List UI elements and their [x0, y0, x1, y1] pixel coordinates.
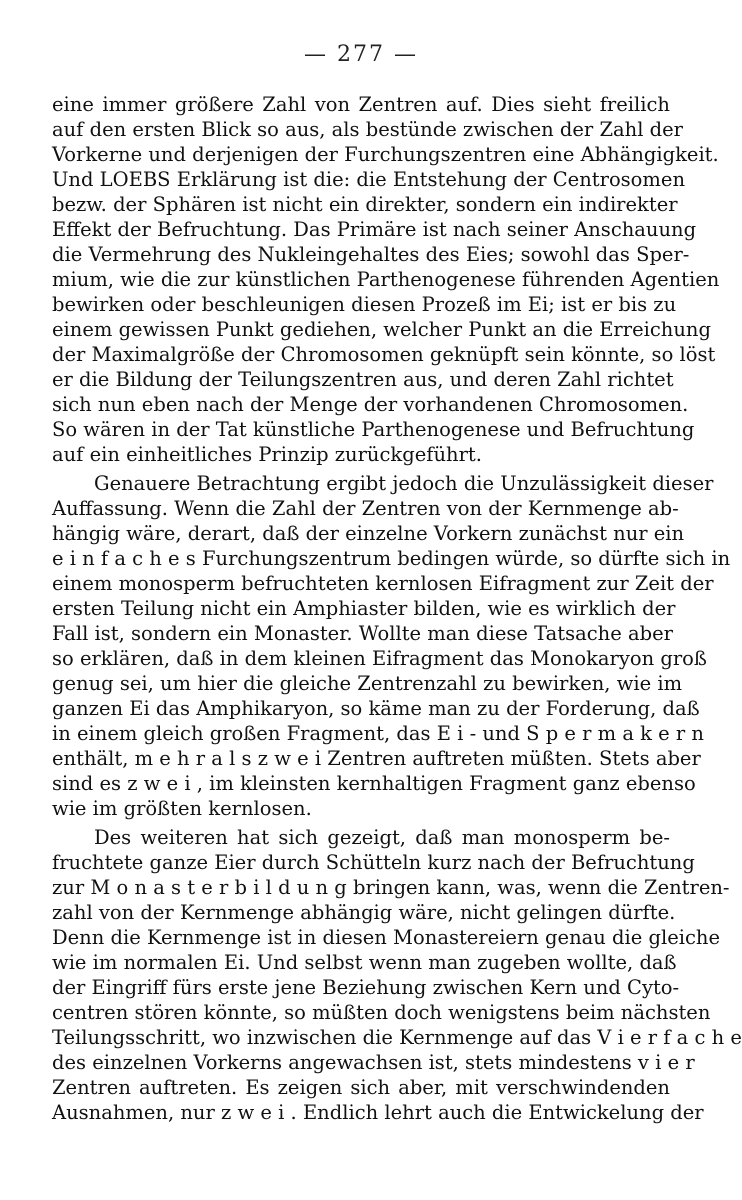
text-line: Vorkerne und derjenigen der Furchungszentren eine Abhängigkeit. — [52, 143, 719, 166]
text-line: Fall ist, sondern ein Monaster. Wollte man diese Tatsache aber — [52, 622, 673, 645]
text-line: zur M o n a s t e r b i l d u n g bringen kann, was, wenn die Zentren- — [52, 876, 730, 899]
text-line: Zentren auftreten. Es zeigen sich aber, mit verschwindenden — [52, 1076, 670, 1099]
text-line: bewirken oder beschleunigen diesen Prozeß im Ei; ist er bis zu — [52, 293, 677, 316]
text-line: der Eingriff fürs erste jene Beziehung zwischen Kern und Cyto- — [52, 976, 680, 999]
text-line: Teilungsschritt, wo inzwischen die Kernmenge auf das V i e r f a c h e — [52, 1026, 742, 1049]
text-line: so erklären, daß in dem kleinen Eifragment das Monokaryon groß — [52, 647, 707, 670]
text-line: Effekt der Befruchtung. Das Primäre ist nach seiner Anschauung — [52, 218, 697, 241]
paragraph — [52, 825, 742, 1125]
text-line: wie im größten kernlosen. — [52, 797, 312, 820]
text-line: mium, wie die zur künstlichen Parthenogenese führenden Agentien — [52, 268, 720, 291]
text-line: enthält, m e h r a l s z w e i Zentren auftreten müßten. Stets aber — [52, 747, 701, 770]
text-line: Denn die Kernmenge ist in diesen Monastereiern genau die gleiche — [52, 926, 720, 949]
text-line: ersten Teilung nicht ein Amphiaster bilden, wie es wirklich der — [52, 597, 676, 620]
text-line: in einem gleich großen Fragment, das E i - und S p e r m a k e r n — [52, 722, 704, 745]
text-line: fruchtete ganze Eier durch Schütteln kurz nach der Befruchtung — [52, 851, 695, 874]
paragraph — [52, 92, 720, 467]
text-line: bezw. der Sphären ist nicht ein direkter, sondern ein indirekter — [52, 193, 678, 216]
text-line: ganzen Ei das Amphikaryon, so käme man zu der Forderung, daß — [52, 697, 700, 720]
text-line: Genauere Betrachtung ergibt jedoch die Unzulässigkeit dieser — [94, 472, 714, 495]
text-line: genug sei, um hier die gleiche Zentrenzahl zu bewirken, wie im — [52, 672, 683, 695]
text-line: die Vermehrung des Nukleingehaltes des Eies; sowohl das Sper- — [52, 243, 690, 266]
text-line: e i n f a c h e s Furchungszentrum bedingen würde, so dürfte sich in — [52, 547, 731, 570]
text-line: zahl von der Kernmenge abhängig wäre, nicht gelingen dürfte. — [52, 901, 676, 924]
text-line: sind es z w e i , im kleinsten kernhaltigen Fragment ganz ebenso — [52, 772, 696, 795]
body-text — [52, 92, 742, 1125]
page-number: — 277 — — [304, 42, 418, 67]
text-line: sich nun eben nach der Menge der vorhandenen Chromosomen. — [52, 393, 689, 416]
text-line: einem monosperm befruchteten kernlosen Eifragment zur Zeit der — [52, 572, 714, 595]
text-line: Des weiteren hat sich gezeigt, daß man monosperm be- — [94, 826, 670, 849]
text-line: auf den ersten Blick so aus, als bestünde zwischen der Zahl der — [52, 118, 683, 141]
text-line: Und LOEBS Erklärung ist die: die Entstehung der Centrosomen — [52, 168, 686, 191]
text-line: Ausnahmen, nur z w e i . Endlich lehrt auch die Entwickelung der — [52, 1101, 704, 1124]
text-line: er die Bildung der Teilungszentren aus, und deren Zahl richtet — [52, 368, 674, 391]
text-line: Auffassung. Wenn die Zahl der Zentren von der Kernmenge ab- — [52, 497, 679, 520]
text-line: der Maximalgröße der Chromosomen geknüpft sein könnte, so löst — [52, 343, 716, 366]
book-page — [52, 0, 742, 1200]
text-line: hängig wäre, derart, daß der einzelne Vorkern zunächst nur ein — [52, 522, 685, 545]
text-line: des einzelnen Vorkerns angewachsen ist, stets mindestens v i e r — [52, 1051, 695, 1074]
text-line: auf ein einheitliches Prinzip zurückgeführt. — [52, 443, 482, 466]
text-line: wie im normalen Ei. Und selbst wenn man zugeben wollte, daß — [52, 951, 677, 974]
text-line: einem gewissen Punkt gediehen, welcher Punkt an die Erreichung — [52, 318, 711, 341]
text-line: So wären in der Tat künstliche Parthenogenese und Befruchtung — [52, 418, 695, 441]
text-line: centren stören könnte, so müßten doch wenigstens beim nächsten — [52, 1001, 711, 1024]
paragraph — [52, 471, 731, 821]
text-line: eine immer größere Zahl von Zentren auf. Dies sieht freilich — [52, 93, 670, 116]
